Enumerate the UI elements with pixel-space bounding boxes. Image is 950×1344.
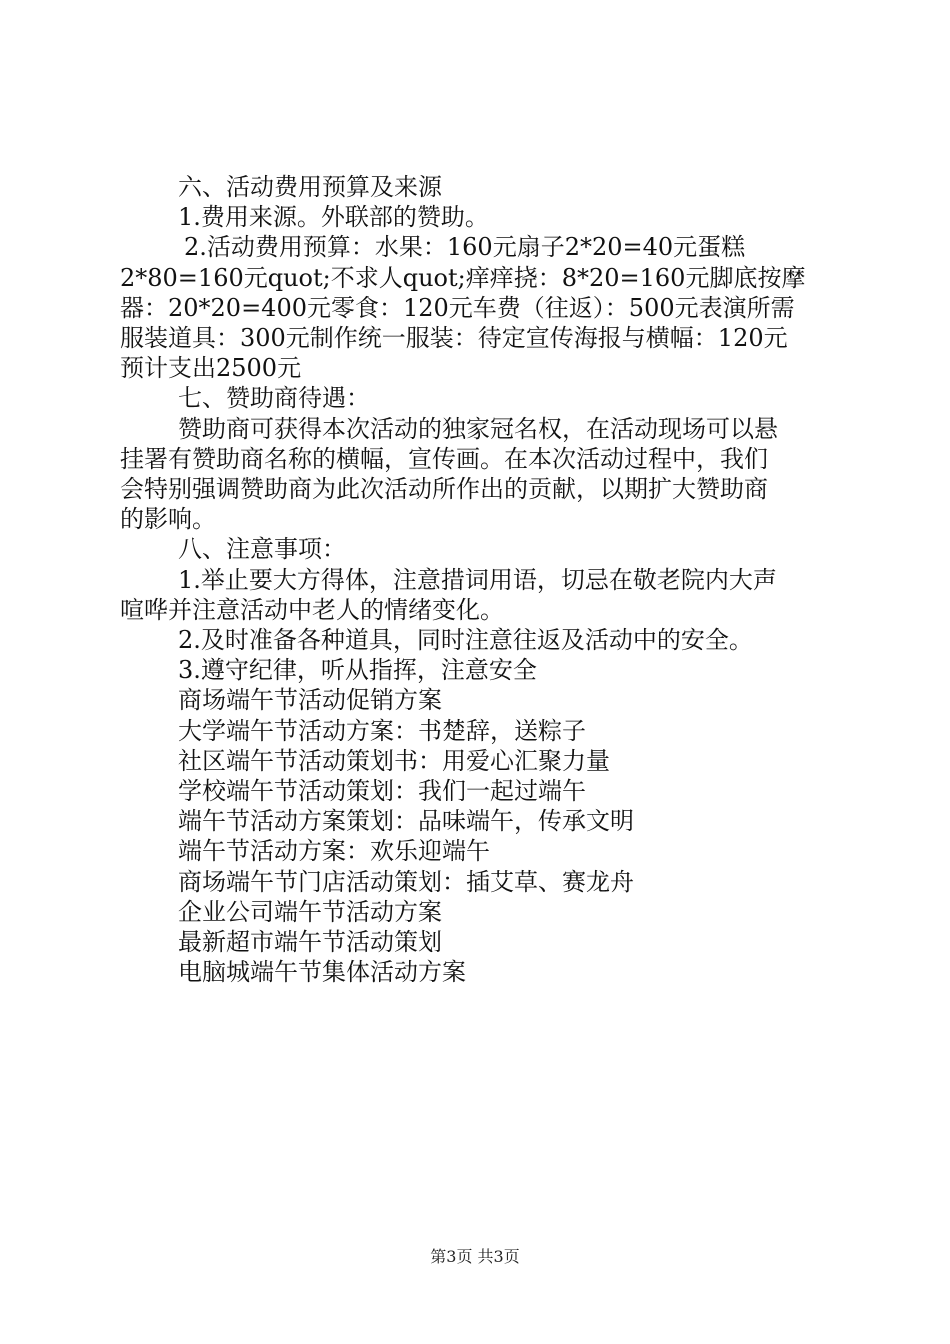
related-link[interactable]: 电脑城端午节集体活动方案: [178, 958, 466, 987]
related-link[interactable]: 商场端午节门店活动策划：插艾草、赛龙舟: [178, 867, 634, 896]
notes-item-line: 喧哗并注意活动中老人的情绪变化。: [120, 595, 504, 624]
sponsor-body-line: 挂署有赞助商名称的横幅，宣传画。在本次活动过程中，我们: [120, 444, 768, 473]
sponsor-body-line: 赞助商可获得本次活动的独家冠名权，在活动现场可以悬: [178, 414, 778, 443]
related-link[interactable]: 企业公司端午节活动方案: [178, 897, 442, 926]
budget-detail-line: 器：20*20=400元零食：120元车费（往返）：500元表演所需: [120, 293, 795, 322]
notes-item-line: 1.举止要大方得体，注意措词用语，切忌在敬老院内大声: [178, 565, 777, 594]
related-link[interactable]: 大学端午节活动方案：书楚辞，送粽子: [178, 716, 586, 745]
related-link[interactable]: 社区端午节活动策划书：用爱心汇聚力量: [178, 746, 610, 775]
related-link[interactable]: 商场端午节活动促销方案: [178, 686, 442, 715]
related-link[interactable]: 端午节活动方案策划：品味端午，传承文明: [178, 807, 634, 836]
sponsor-body-line: 会特别强调赞助商为此次活动所作出的贡献，以期扩大赞助商: [120, 475, 768, 504]
budget-detail-line: 2.活动费用预算：水果：160元扇子2*20=40元蛋糕: [184, 233, 746, 262]
budget-detail-line: 2*80=160元quot;不求人quot;痒痒挠：8*20=160元脚底按摩: [120, 263, 806, 292]
page-number-footer: 第3页 共3页: [430, 1247, 520, 1266]
related-link[interactable]: 学校端午节活动策划：我们一起过端午: [178, 777, 586, 806]
notes-item: 3.遵守纪律，听从指挥，注意安全: [178, 656, 537, 685]
notes-item: 2.及时准备各种道具，同时注意往返及活动中的安全。: [178, 626, 753, 655]
budget-source-item: 1.费用来源。外联部的赞助。: [178, 203, 489, 232]
related-link[interactable]: 端午节活动方案：欢乐迎端午: [178, 837, 490, 866]
section-heading-notes: 八、注意事项：: [178, 535, 346, 564]
related-link[interactable]: 最新超市端午节活动策划: [178, 928, 442, 957]
document-body: [120, 172, 832, 987]
section-heading-sponsor: 七、赞助商待遇：: [178, 384, 370, 413]
budget-detail-line: 服装道具：300元制作统一服装：待定宣传海报与横幅：120元: [120, 324, 788, 353]
budget-detail-line: 预计支出2500元: [120, 354, 302, 383]
section-heading-budget: 六、活动费用预算及来源: [178, 173, 442, 201]
sponsor-body-line: 的影响。: [120, 505, 216, 534]
